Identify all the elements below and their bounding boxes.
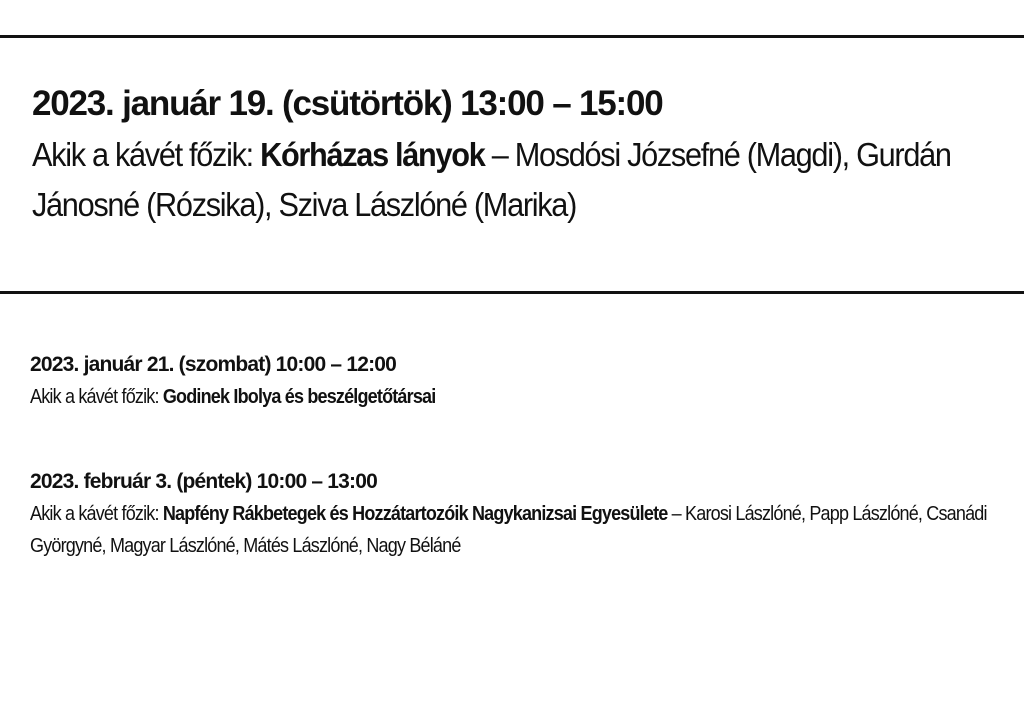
featured-event-description — [32, 130, 1004, 230]
event-prefix: Akik a kávét főzik: — [30, 503, 163, 525]
event-date: 2023. február 3. (péntek) 10:00 – 13:00 — [30, 470, 377, 493]
event-members: – Karosi Lászlóné, Papp Lászlóné, Csanádi Györgyné, Magyar Lászlóné, Mátés Lászlóné, Nagy Béláné — [30, 503, 987, 557]
event-item — [30, 349, 1024, 413]
event-group: Napfény Rákbetegek és Hozzátartozóik Nagykanizsai Egyesülete — [162, 503, 668, 525]
featured-event-date: 2023. január 19. (csütörtök) 13:00 – 15:00 — [32, 84, 663, 123]
featured-event-prefix: Akik a kávét főzik: — [32, 136, 261, 173]
event-description — [30, 498, 1011, 562]
bottom-divider — [0, 291, 1024, 294]
featured-event-members: – Mosdósi Józsefné (Magdi), Gurdán Jánosné (Rózsika), Sziva Lászlóné (Marika) — [32, 136, 951, 223]
event-date: 2023. január 21. (szombat) 10:00 – 12:00 — [30, 353, 397, 376]
event-group: Godinek Ibolya és beszélgetőtársai — [162, 386, 436, 408]
event-description — [30, 381, 1011, 413]
featured-event — [32, 78, 1007, 230]
top-divider — [0, 35, 1024, 38]
event-item — [30, 466, 1024, 562]
featured-event-group: Kórházas lányok — [260, 136, 485, 173]
event-prefix: Akik a kávét főzik: — [30, 386, 163, 408]
